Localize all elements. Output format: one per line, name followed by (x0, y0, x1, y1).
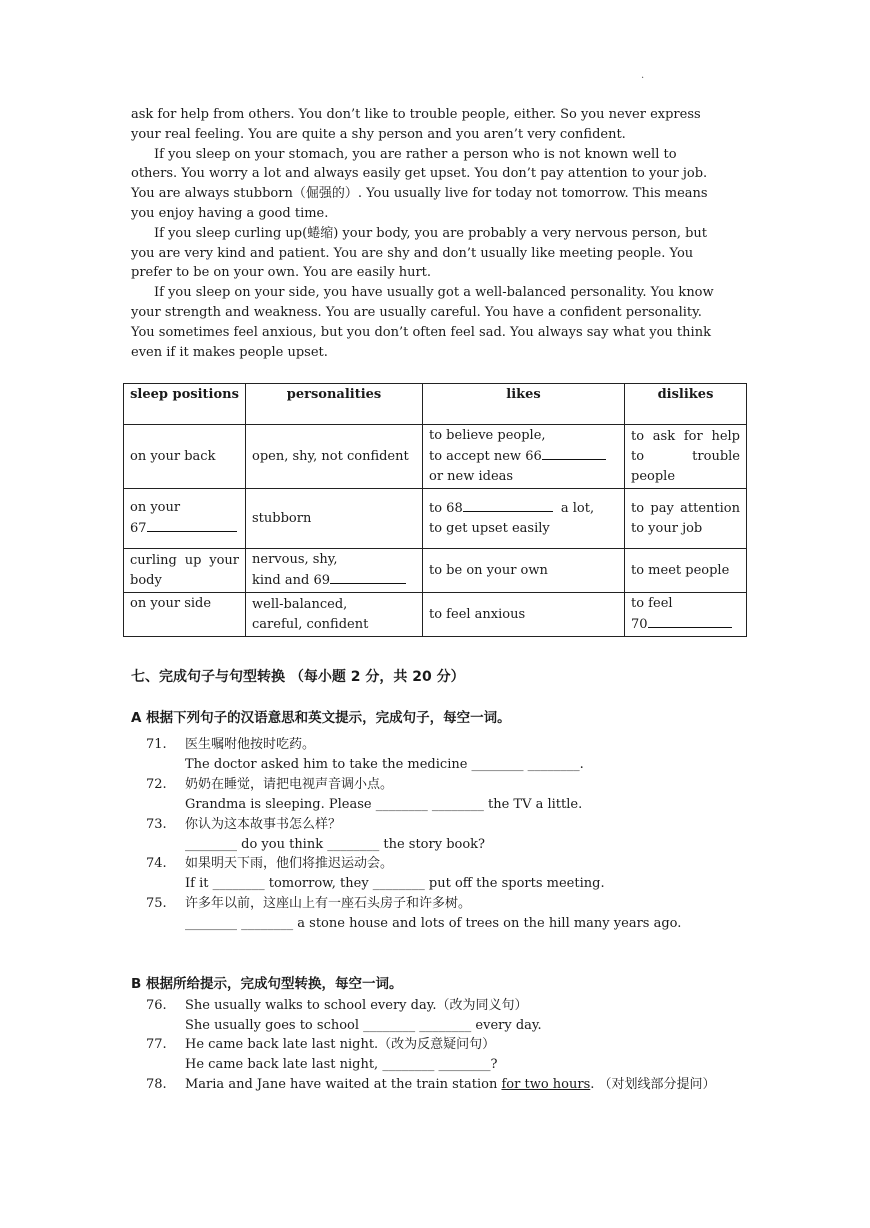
question-chinese: 奶奶在睡觉，请把电视声音调小点。 (185, 777, 394, 792)
table-cell (246, 549, 423, 593)
part-a-title: A 根据下列句子的汉语意思和英文提示，完成句子，每空一词。 (131, 710, 511, 726)
question-72 (146, 775, 746, 815)
table-cell (246, 593, 423, 637)
reading-passage (131, 105, 723, 362)
header-sleep-positions: sleep positions (124, 384, 246, 425)
question-number: 78. (146, 1077, 167, 1092)
question-number: 72. (146, 777, 167, 792)
question-73 (146, 815, 746, 855)
table-header-row (124, 384, 747, 425)
blank-68[interactable] (463, 498, 553, 512)
passage-paragraph-2: If you sleep on your stomach, you are rather a person who is not known well to others. You worry a lot and always easily get upset. You don’t pay attention to your job. You are always stubborn（倔强的）. You usually live for today not tomorrow. This means you enjoy having a good time. (131, 146, 708, 221)
question-76 (146, 996, 746, 1036)
table-cell: to feel anxious (423, 593, 625, 637)
table-cell (423, 489, 625, 549)
table-cell (625, 593, 747, 637)
table-cell: open, shy, not confident (246, 425, 423, 489)
question-number: 76. (146, 998, 167, 1013)
table-cell: to pay attention to your job (625, 489, 747, 549)
blank-67[interactable] (147, 518, 237, 532)
question-english: ________ ________ a stone house and lots of trees on the hill many years ago. (185, 916, 682, 931)
question-77 (146, 1035, 746, 1075)
question-chinese: 如果明天下雨，他们将推迟运动会。 (185, 856, 394, 871)
cell-line: kind and 69 (252, 573, 330, 588)
blank-70[interactable] (648, 614, 732, 628)
section-title: 七、完成句子与句型转换 （每小题 2 分，共 20 分） (131, 669, 465, 685)
cell-line: 70 (631, 617, 648, 632)
question-english: If it ________ tomorrow, they ________ put off the sports meeting. (185, 876, 605, 891)
blank-69[interactable] (330, 570, 406, 584)
question-english: The doctor asked him to take the medicine ________ ________. (185, 757, 584, 772)
question-75 (146, 894, 746, 934)
part-b-title: B 根据所给提示，完成句型转换，每空一词。 (131, 976, 403, 992)
cell-line: 67 (130, 521, 147, 536)
question-answer-line: He came back late last night, ________ ________? (185, 1057, 498, 1072)
prompt-instruction: . （对划线部分提问） (590, 1077, 716, 1092)
passage-paragraph-3: If you sleep curling up(蜷缩) your body, you are probably a very nervous person, but you are very kind and patient. You are shy and don’t usually like meeting people. You prefer to be on your own. You are easily hurt. (131, 225, 708, 281)
cell-line: careful, confident (252, 616, 369, 632)
cell-line: nervous, shy, (252, 552, 338, 567)
table-cell: on your back (124, 425, 246, 489)
question-71 (146, 735, 746, 775)
question-chinese: 医生嘱咐他按时吃药。 (185, 737, 316, 752)
corner-mark: . (641, 70, 645, 81)
table-row (124, 489, 747, 549)
question-78 (146, 1075, 746, 1095)
question-prompt: She usually walks to school every day.（改为同义句） (185, 998, 528, 1013)
question-prompt (185, 1075, 746, 1095)
question-chinese: 你认为这本故事书怎么样？ (185, 817, 342, 832)
question-number: 77. (146, 1037, 167, 1052)
cell-line: well-balanced, (252, 596, 348, 612)
question-number: 71. (146, 737, 167, 752)
table-cell (124, 489, 246, 549)
question-number: 73. (146, 817, 167, 832)
header-likes: likes (423, 384, 625, 425)
question-english: Grandma is sleeping. Please ________ ________ the TV a little. (185, 797, 583, 812)
table-cell: to meet people (625, 549, 747, 593)
question-prompt: He came back late last night.（改为反意疑问句） (185, 1037, 496, 1052)
question-number: 74. (146, 856, 167, 871)
question-english: ________ do you think ________ the story book? (185, 837, 486, 852)
question-74 (146, 854, 746, 894)
table-row (124, 425, 747, 489)
cell-line: to 68 (429, 501, 463, 516)
blank-66[interactable] (542, 446, 606, 460)
cell-line: to feel (631, 596, 673, 611)
table-row (124, 549, 747, 593)
table-cell (423, 425, 625, 489)
passage-paragraph-4: If you sleep on your side, you have usually got a well-balanced personality. You know your strength and weakness. You are usually careful. You have a confident personality. You sometimes feel anxious, but you don’t often feel sad. You always say what you think even if it makes people upset. (131, 285, 714, 360)
passage-paragraph-1: ask for help from others. You don’t like to trouble people, either. So you never express your real feeling. You are quite a shy person and you aren’t very confident. (131, 107, 701, 142)
sleep-positions-table (123, 383, 747, 637)
cell-line: on your (130, 500, 181, 515)
question-chinese: 许多年以前，这座山上有一座石头房子和许多树。 (185, 896, 472, 911)
question-number: 75. (146, 896, 167, 911)
table-cell: to be on your own (423, 549, 625, 593)
cell-line: a lot, (560, 501, 595, 516)
table-cell: curling up your body (124, 549, 246, 593)
prompt-text: Maria and Jane have waited at the train station (185, 1077, 502, 1092)
table-cell: stubborn (246, 489, 423, 549)
cell-line: to accept new 66 (429, 449, 542, 464)
header-dislikes: dislikes (625, 384, 747, 425)
header-personalities: personalities (246, 384, 423, 425)
cell-line: or new ideas (429, 469, 514, 484)
cell-line: to believe people, (429, 428, 546, 443)
table-cell: to ask for help to trouble people (625, 425, 747, 489)
cell-line: to get upset easily (429, 521, 550, 536)
question-answer-line: She usually goes to school ________ ________ every day. (185, 1018, 542, 1033)
table-row (124, 593, 747, 637)
underlined-phrase: for two hours (501, 1077, 591, 1092)
table-cell: on your side (124, 593, 246, 637)
